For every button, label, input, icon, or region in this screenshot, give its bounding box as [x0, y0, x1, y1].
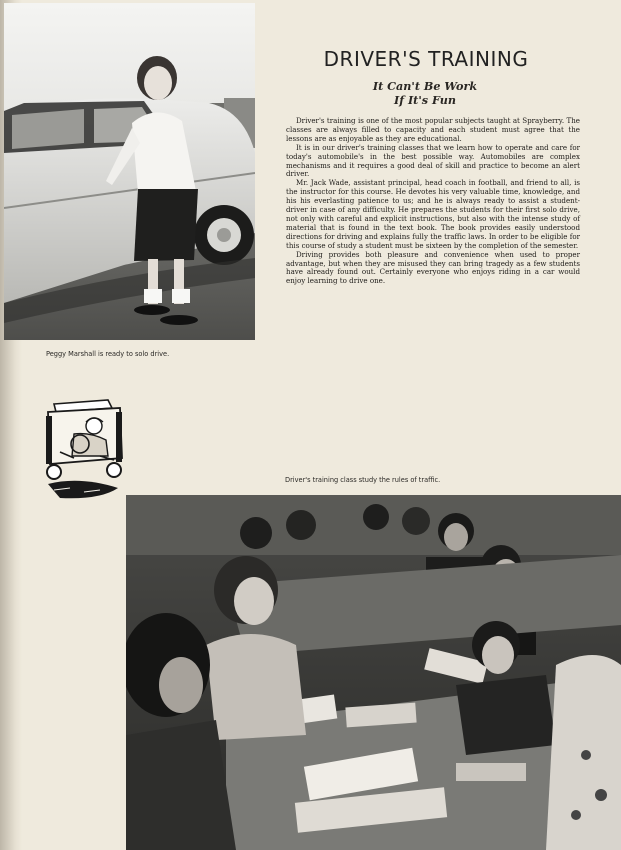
subtitle-line-1: It Can't Be Work	[372, 79, 478, 93]
page-title: DRIVER'S TRAINING	[323, 47, 529, 71]
photo-girl-beside-car	[4, 3, 255, 340]
article-body	[286, 117, 580, 286]
body-paragraph-1: Driver's training is one of the most popular subjects taught at Sprayberry. The classes are always filled to capacity and each student must agree that the lessons are as enjoyable as they are educational.	[286, 116, 580, 143]
subtitle-line-2: If It's Fun	[394, 93, 456, 107]
body-paragraph-4: Driving provides both pleasure and convenience when used to proper advantage, but when they are misused they can bring tragedy as a few students have already found out. Certainly everyone who enjoys riding in a car would enjoy learning to drive one.	[286, 249, 580, 286]
body-paragraph-2: It is in our driver's training classes that we learn how to operate and care for today's automobile's in the best possible way. Automobiles are complex mechanisms and it requires a good deal of skill and practice to become an alert driver.	[286, 142, 580, 179]
body-paragraph-3: Mr. Jack Wade, assistant principal, head coach in football, and friend to all, is the instructor for this course. He devotes his very valuable time, knowledge, and his his everlasting patience to us; and he is always ready to assist a student-driver in case of any difficulty. He prepares the students for their first solo drive, not only with careful and explicit instructions, but also with the intense study of material that is found in the text book. The book provides easily understood directions for driving and explains fully the traffic laws. In order to be eligible for this course of study a student must be sixteen by the completion of the semester.	[286, 178, 580, 250]
photo-classroom-students	[126, 495, 621, 850]
bottom-photo-caption: Driver's training class study the rules of traffic.	[285, 476, 441, 484]
page-subtitle	[340, 79, 510, 107]
top-photo-caption: Peggy Marshall is ready to solo drive.	[46, 350, 170, 358]
cartoon-driver-in-car-icon	[40, 392, 126, 508]
